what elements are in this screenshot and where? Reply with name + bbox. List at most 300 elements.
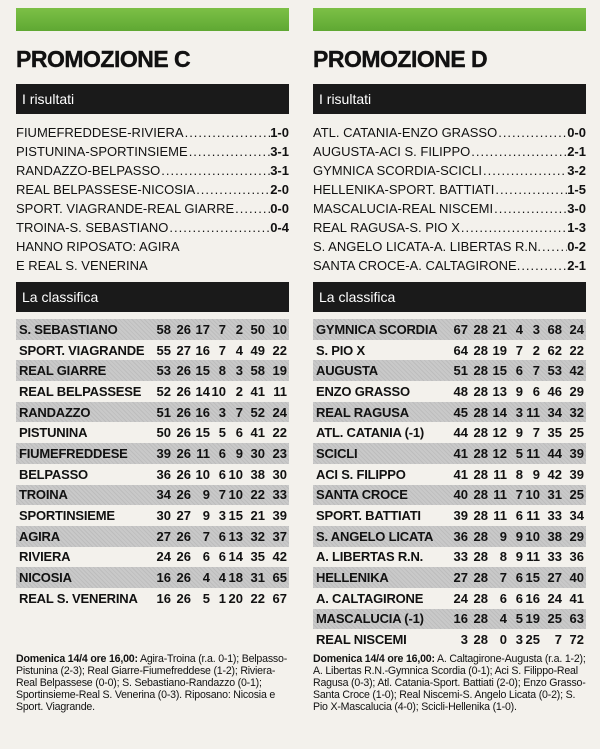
result-score: 1-3	[567, 220, 586, 235]
team-name: A. CALTAGIRONE	[316, 590, 424, 606]
goals-for-cell: 21	[250, 508, 265, 524]
goals-against-cell: 24	[569, 321, 584, 337]
result-row	[16, 161, 289, 180]
team-name: SPORT. VIAGRANDE	[19, 342, 145, 358]
draws-cell: 3	[218, 404, 226, 420]
results-list	[313, 123, 586, 275]
draws-cell: 8	[515, 466, 523, 482]
result-teams: SPORT. VIAGRANDE-REAL GIARRE	[16, 201, 235, 216]
wins-cell: 11	[493, 487, 507, 503]
wins-cell: 12	[492, 425, 507, 441]
draws-cell: 8	[218, 363, 226, 379]
result-teams: TROINA-S. SEBASTIANO	[16, 220, 169, 235]
points-cell: 16	[453, 611, 468, 627]
losses-cell: 2	[532, 342, 540, 358]
points-cell: 27	[156, 528, 171, 544]
result-row	[16, 180, 289, 199]
wins-cell: 7	[202, 528, 210, 544]
next-round-fixtures: A. Caltagirone-Augusta (r.a. 1-2); A. Libertas R.N.-Gymnica Scordia (0-1); Aci S. Filippo-Real Ragusa (0-3); Atl. Catania-Sport. Battiati (2-0); Enzo Grasso-Santa Croce (1-0); Real Niscemi-S. Angelo Licata (0-2); S. Pio X-Mascalucia (4-0); Scicli-Hellenika (1-0).	[313, 653, 586, 713]
goals-against-cell: 10	[272, 321, 287, 337]
result-teams: GYMNICA SCORDIA-SCICLI	[313, 163, 483, 178]
goals-for-cell: 33	[547, 508, 562, 524]
points-cell: 41	[453, 466, 468, 482]
team-name: MASCALUCIA (-1)	[316, 611, 424, 627]
goals-against-cell: 63	[569, 611, 584, 627]
draws-cell: 6	[515, 590, 523, 606]
result-row	[313, 142, 586, 161]
result-teams: HELLENIKA-SPORT. BATTIATI	[313, 182, 495, 197]
losses-cell: 3	[235, 363, 243, 379]
wins-cell: 13	[492, 383, 507, 399]
points-cell: 48	[453, 383, 468, 399]
played-cell: 26	[176, 528, 191, 544]
leader-dots	[541, 237, 567, 256]
table-row	[313, 485, 586, 506]
draws-cell: 9	[515, 383, 523, 399]
wins-cell: 14	[492, 404, 507, 420]
points-cell: 44	[453, 425, 468, 441]
results-heading: I risultati	[16, 84, 289, 114]
team-name: REAL BELPASSESE	[19, 383, 142, 399]
leader-dots	[188, 142, 271, 161]
goals-against-cell: 40	[569, 570, 584, 586]
leader-dots	[493, 199, 567, 218]
leader-dots	[494, 180, 567, 199]
losses-cell: 10	[228, 487, 243, 503]
wins-cell: 8	[499, 549, 507, 565]
table-row	[16, 422, 289, 443]
losses-cell: 15	[525, 570, 540, 586]
green-banner	[313, 8, 586, 31]
points-cell: 64	[453, 342, 468, 358]
team-name: SPORT. BATTIATI	[316, 508, 421, 524]
standings-heading: La classifica	[16, 282, 289, 312]
goals-for-cell: 35	[547, 425, 562, 441]
result-score: 3-2	[567, 163, 586, 178]
leader-dots	[520, 256, 567, 275]
team-name: AGIRA	[19, 528, 60, 544]
losses-cell: 25	[525, 632, 540, 648]
played-cell: 28	[473, 487, 488, 503]
losses-cell: 20	[228, 590, 243, 606]
played-cell: 26	[176, 549, 191, 565]
points-cell: 39	[156, 445, 171, 461]
draws-cell: 7	[218, 487, 226, 503]
goals-against-cell: 25	[569, 425, 584, 441]
goals-against-cell: 25	[569, 487, 584, 503]
played-cell: 28	[473, 383, 488, 399]
result-score: 3-0	[567, 201, 586, 216]
table-row	[313, 422, 586, 443]
wins-cell: 14	[195, 383, 210, 399]
leader-dots	[160, 161, 270, 180]
played-cell: 28	[473, 445, 488, 461]
losses-cell: 2	[235, 321, 243, 337]
team-name: REAL RAGUSA	[316, 404, 409, 420]
points-cell: 36	[156, 466, 171, 482]
wins-cell: 9	[202, 508, 210, 524]
played-cell: 28	[473, 363, 488, 379]
points-cell: 67	[453, 321, 468, 337]
result-score: 2-1	[567, 144, 586, 159]
table-row	[16, 505, 289, 526]
goals-against-cell: 29	[569, 528, 584, 544]
rest-note: E REAL S. VENERINA	[16, 258, 148, 273]
losses-cell: 11	[526, 445, 540, 461]
table-row	[313, 340, 586, 361]
draws-cell: 3	[515, 632, 523, 648]
result-teams: PISTUNINA-SPORTINSIEME	[16, 144, 188, 159]
points-cell: 52	[156, 383, 171, 399]
goals-for-cell: 38	[250, 466, 265, 482]
goals-against-cell: 72	[569, 632, 584, 648]
points-cell: 3	[460, 632, 468, 648]
goals-against-cell: 36	[569, 549, 584, 565]
points-cell: 16	[156, 570, 171, 586]
goals-for-cell: 58	[250, 363, 265, 379]
team-name: S. SEBASTIANO	[19, 321, 118, 337]
goals-for-cell: 24	[547, 590, 562, 606]
losses-cell: 9	[532, 466, 540, 482]
leader-dots	[234, 199, 270, 218]
promozione-d-column	[313, 8, 586, 650]
points-cell: 27	[453, 570, 468, 586]
table-row	[16, 340, 289, 361]
team-name: A. LIBERTAS R.N.	[316, 549, 424, 565]
losses-cell: 10	[228, 466, 243, 482]
result-score: 3-1	[270, 144, 289, 159]
draws-cell: 5	[515, 611, 523, 627]
leader-dots	[482, 161, 567, 180]
points-cell: 41	[453, 445, 468, 461]
points-cell: 58	[156, 321, 171, 337]
goals-against-cell: 22	[569, 342, 584, 358]
draws-cell: 1	[218, 590, 226, 606]
table-row	[16, 360, 289, 381]
rest-note: HANNO RIPOSATO: AGIRA	[16, 239, 180, 254]
goals-for-cell: 62	[547, 342, 562, 358]
wins-cell: 16	[195, 404, 210, 420]
table-row	[313, 505, 586, 526]
goals-against-cell: 37	[272, 528, 287, 544]
result-score: 3-1	[270, 163, 289, 178]
next-round-date: Domenica 14/4 ore 16,00:	[16, 653, 138, 665]
played-cell: 28	[473, 549, 488, 565]
goals-for-cell: 53	[547, 363, 562, 379]
table-row	[313, 588, 586, 609]
goals-against-cell: 19	[272, 363, 287, 379]
played-cell: 26	[176, 383, 191, 399]
played-cell: 28	[473, 425, 488, 441]
table-row	[16, 547, 289, 568]
points-cell: 33	[453, 549, 468, 565]
goals-for-cell: 49	[250, 342, 265, 358]
result-teams: FIUMEFREDDESE-RIVIERA	[16, 125, 184, 140]
points-cell: 36	[453, 528, 468, 544]
played-cell: 26	[176, 321, 191, 337]
next-round-note	[313, 653, 591, 713]
leader-dots	[195, 180, 270, 199]
table-row	[16, 381, 289, 402]
table-row	[16, 567, 289, 588]
played-cell: 28	[473, 508, 488, 524]
wins-cell: 11	[493, 508, 507, 524]
played-cell: 26	[176, 363, 191, 379]
team-name: RANDAZZO	[19, 404, 91, 420]
losses-cell: 19	[525, 611, 540, 627]
result-score: 0-0	[270, 201, 289, 216]
wins-cell: 15	[492, 363, 507, 379]
wins-cell: 17	[195, 321, 210, 337]
points-cell: 16	[156, 590, 171, 606]
played-cell: 28	[473, 404, 488, 420]
result-row	[313, 180, 586, 199]
goals-against-cell: 39	[569, 466, 584, 482]
draws-cell: 6	[218, 445, 226, 461]
draws-cell: 9	[515, 528, 523, 544]
losses-cell: 3	[532, 321, 540, 337]
wins-cell: 11	[493, 466, 507, 482]
table-row	[313, 567, 586, 588]
table-row	[16, 485, 289, 506]
goals-for-cell: 68	[547, 321, 562, 337]
draws-cell: 3	[218, 508, 226, 524]
page-title: PROMOZIONE C	[16, 46, 191, 72]
losses-cell: 18	[228, 570, 243, 586]
goals-against-cell: 39	[569, 445, 584, 461]
result-teams: SANTA CROCE-A. CALTAGIRONE.	[313, 258, 521, 273]
result-row	[313, 256, 586, 275]
goals-for-cell: 52	[250, 404, 265, 420]
result-teams: REAL BELPASSESE-NICOSIA	[16, 182, 196, 197]
leader-dots	[168, 218, 270, 237]
losses-cell: 4	[235, 342, 243, 358]
losses-cell: 11	[526, 508, 540, 524]
wins-cell: 6	[499, 590, 507, 606]
losses-cell: 7	[532, 363, 540, 379]
standings-heading: La classifica	[313, 282, 586, 312]
team-name: AUGUSTA	[316, 363, 378, 379]
table-row	[313, 319, 586, 340]
goals-against-cell: 65	[272, 570, 287, 586]
draws-cell: 10	[211, 383, 226, 399]
leader-dots	[470, 142, 567, 161]
goals-for-cell: 42	[547, 466, 562, 482]
draws-cell: 5	[515, 445, 523, 461]
points-cell: 50	[156, 425, 171, 441]
wins-cell: 9	[499, 528, 507, 544]
goals-against-cell: 67	[272, 590, 287, 606]
losses-cell: 11	[526, 404, 540, 420]
points-cell: 39	[453, 508, 468, 524]
promozione-c-column	[16, 8, 289, 609]
result-teams: ATL. CATANIA-ENZO GRASSO	[313, 125, 498, 140]
result-score: 1-5	[567, 182, 586, 197]
points-cell: 24	[453, 590, 468, 606]
table-row	[313, 629, 586, 650]
played-cell: 26	[176, 445, 191, 461]
goals-for-cell: 32	[250, 528, 265, 544]
table-row	[16, 588, 289, 609]
losses-cell: 13	[228, 528, 243, 544]
losses-cell: 7	[235, 404, 243, 420]
points-cell: 34	[156, 487, 171, 503]
goals-against-cell: 29	[569, 383, 584, 399]
losses-cell: 7	[532, 425, 540, 441]
draws-cell: 6	[515, 363, 523, 379]
table-row	[313, 526, 586, 547]
leader-dots	[184, 123, 271, 142]
result-row	[16, 199, 289, 218]
played-cell: 28	[473, 466, 488, 482]
standings-table	[313, 319, 586, 650]
losses-cell: 14	[228, 549, 243, 565]
result-row	[313, 218, 586, 237]
team-name: SCICLI	[316, 445, 358, 461]
draws-cell: 6	[218, 466, 226, 482]
played-cell: 28	[473, 321, 488, 337]
result-row	[16, 142, 289, 161]
losses-cell: 6	[532, 383, 540, 399]
goals-for-cell: 38	[547, 528, 562, 544]
team-name: REAL S. VENERINA	[19, 590, 138, 606]
points-cell: 53	[156, 363, 171, 379]
team-name: SANTA CROCE	[316, 487, 408, 503]
goals-against-cell: 34	[569, 508, 584, 524]
goals-for-cell: 33	[547, 549, 562, 565]
next-round-note	[16, 653, 294, 713]
draws-cell: 9	[515, 549, 523, 565]
team-name: HELLENIKA	[316, 570, 389, 586]
goals-against-cell: 22	[272, 342, 287, 358]
played-cell: 26	[176, 570, 191, 586]
team-name: GYMNICA SCORDIA	[316, 321, 438, 337]
losses-cell: 15	[228, 508, 243, 524]
wins-cell: 4	[202, 570, 210, 586]
result-score: 0-4	[270, 220, 289, 235]
result-score: 1-0	[270, 125, 289, 140]
losses-cell: 10	[525, 528, 540, 544]
table-row	[313, 464, 586, 485]
wins-cell: 0	[499, 632, 507, 648]
goals-for-cell: 22	[250, 590, 265, 606]
team-name: REAL NISCEMI	[316, 632, 407, 648]
draws-cell: 7	[218, 321, 226, 337]
result-teams: REAL RAGUSA-S. PIO X	[313, 220, 460, 235]
played-cell: 28	[473, 611, 488, 627]
result-row	[313, 199, 586, 218]
played-cell: 28	[473, 342, 488, 358]
goals-against-cell: 39	[272, 508, 287, 524]
draws-cell: 7	[218, 342, 226, 358]
draws-cell: 6	[218, 549, 226, 565]
goals-against-cell: 42	[569, 363, 584, 379]
team-name: RIVIERA	[19, 549, 71, 565]
team-name: NICOSIA	[19, 570, 72, 586]
wins-cell: 4	[499, 611, 507, 627]
table-row	[16, 402, 289, 423]
goals-for-cell: 41	[250, 383, 265, 399]
played-cell: 28	[473, 528, 488, 544]
goals-against-cell: 23	[272, 445, 287, 461]
points-cell: 30	[156, 508, 171, 524]
result-teams: AUGUSTA-ACI S. FILIPPO	[313, 144, 471, 159]
played-cell: 26	[176, 487, 191, 503]
goals-against-cell: 24	[272, 404, 287, 420]
green-banner	[16, 8, 289, 31]
goals-for-cell: 41	[250, 425, 265, 441]
draws-cell: 5	[218, 425, 226, 441]
result-score: 0-0	[567, 125, 586, 140]
goals-for-cell: 34	[547, 404, 562, 420]
goals-against-cell: 33	[272, 487, 287, 503]
points-cell: 51	[453, 363, 468, 379]
losses-cell: 9	[235, 445, 243, 461]
played-cell: 26	[176, 466, 191, 482]
draws-cell: 4	[515, 321, 523, 337]
goals-against-cell: 42	[272, 549, 287, 565]
wins-cell: 19	[492, 342, 507, 358]
losses-cell: 11	[526, 549, 540, 565]
played-cell: 28	[473, 590, 488, 606]
points-cell: 40	[453, 487, 468, 503]
played-cell: 26	[176, 590, 191, 606]
losses-cell: 16	[525, 590, 540, 606]
table-row	[313, 402, 586, 423]
table-row	[313, 547, 586, 568]
points-cell: 55	[156, 342, 171, 358]
goals-for-cell: 35	[250, 549, 265, 565]
table-row	[313, 381, 586, 402]
goals-against-cell: 41	[569, 590, 584, 606]
table-row	[16, 443, 289, 464]
points-cell: 51	[156, 404, 171, 420]
played-cell: 27	[176, 342, 191, 358]
wins-cell: 15	[195, 363, 210, 379]
team-name: TROINA	[19, 487, 68, 503]
draws-cell: 7	[515, 487, 523, 503]
result-row	[16, 218, 289, 237]
wins-cell: 7	[499, 570, 507, 586]
table-row	[16, 464, 289, 485]
goals-for-cell: 31	[547, 487, 562, 503]
table-row	[313, 609, 586, 630]
wins-cell: 16	[195, 342, 210, 358]
draws-cell: 4	[218, 570, 226, 586]
result-score: 2-0	[270, 182, 289, 197]
table-row	[313, 443, 586, 464]
goals-against-cell: 30	[272, 466, 287, 482]
next-round-date: Domenica 14/4 ore 16,00:	[313, 653, 435, 665]
played-cell: 28	[473, 632, 488, 648]
result-teams: RANDAZZO-BELPASSO	[16, 163, 161, 178]
wins-cell: 11	[196, 445, 210, 461]
goals-against-cell: 22	[272, 425, 287, 441]
played-cell: 26	[176, 425, 191, 441]
points-cell: 24	[156, 549, 171, 565]
wins-cell: 10	[195, 466, 210, 482]
results-list	[16, 123, 289, 275]
result-score: 2-1	[567, 258, 586, 273]
team-name: REAL GIARRE	[19, 363, 107, 379]
result-score: 0-2	[567, 239, 586, 254]
page-title: PROMOZIONE D	[313, 46, 488, 72]
wins-cell: 9	[202, 487, 210, 503]
result-teams: MASCALUCIA-REAL NISCEMI	[313, 201, 494, 216]
team-name: PISTUNINA	[19, 425, 88, 441]
losses-cell: 10	[525, 487, 540, 503]
table-row	[313, 360, 586, 381]
